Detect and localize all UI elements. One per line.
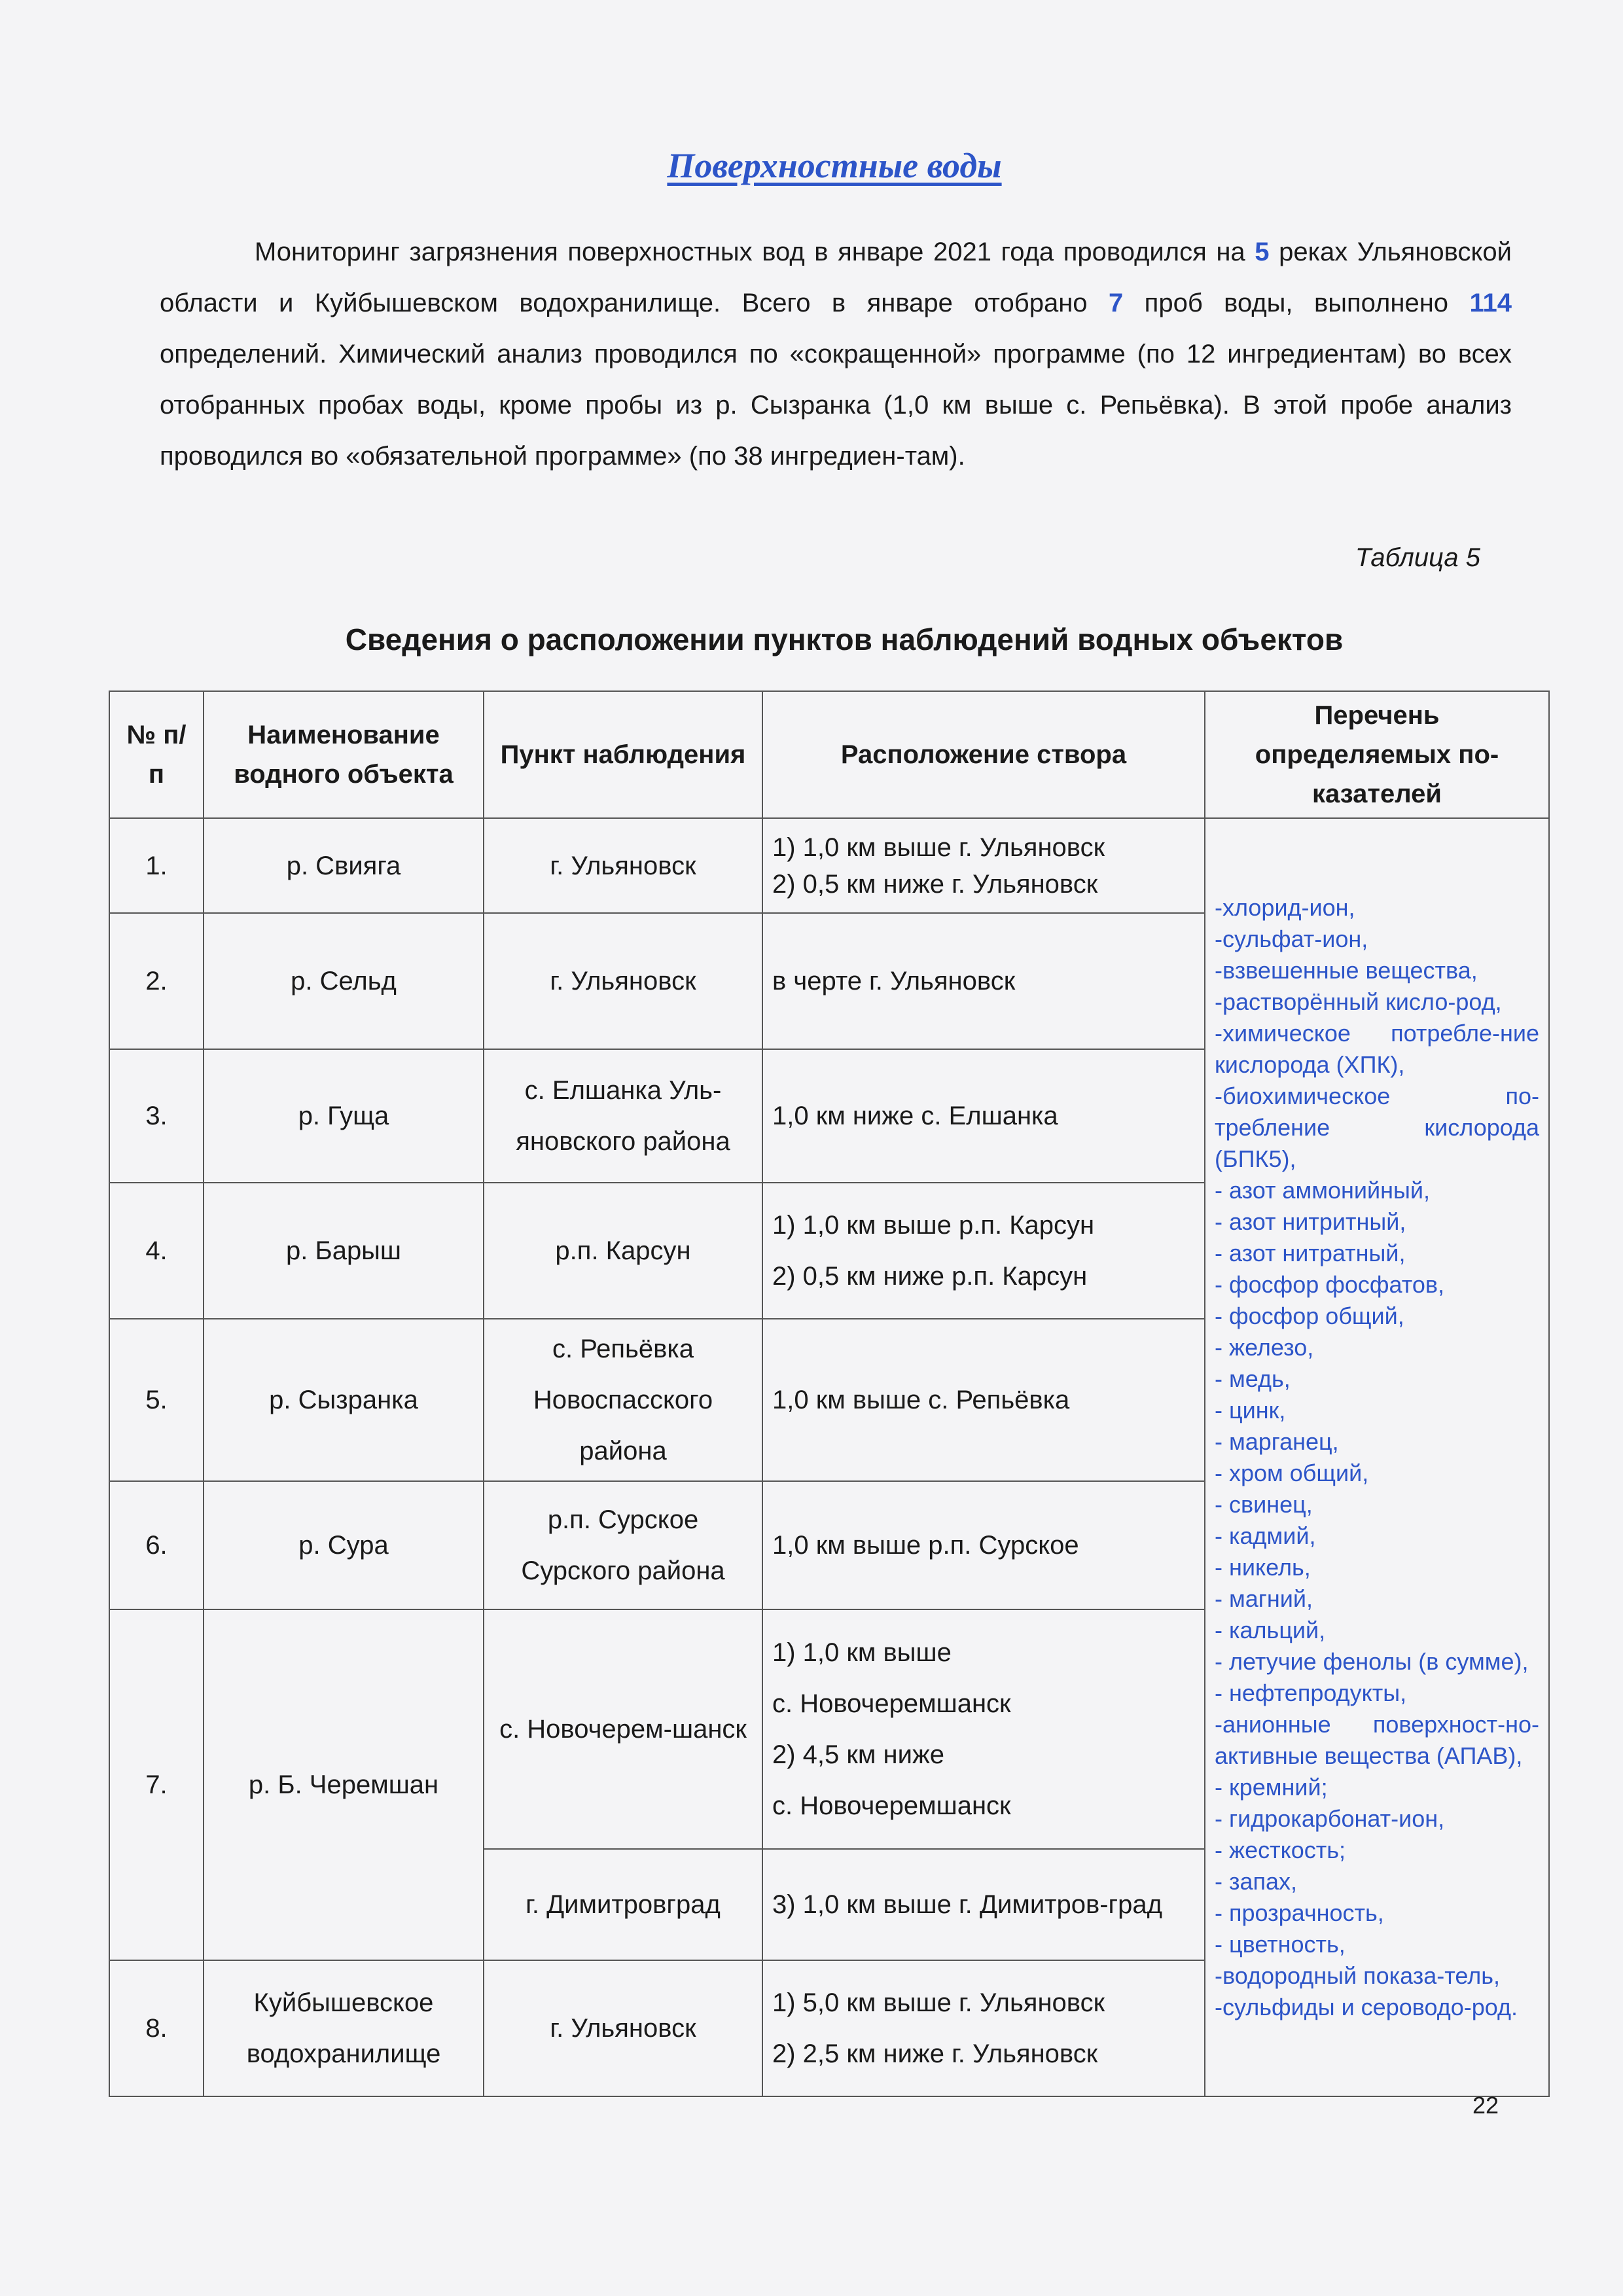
location-cell: 1,0 км ниже с. Елшанка — [762, 1049, 1205, 1183]
header-point: Пункт наблюдения — [484, 691, 762, 818]
indicator-item: - летучие фенолы (в сумме), — [1215, 1647, 1529, 1675]
observation-point: с. Репьёвка Новоспасского района — [484, 1319, 762, 1481]
location-cell: в черте г. Ульяновск — [762, 913, 1205, 1049]
indicator-item: -биохимическое по-требление кислорода (БПК5), — [1215, 1082, 1539, 1172]
location-line: 1) 1,0 км выше — [772, 1638, 952, 1667]
indicator-item: -растворённый кисло-род, — [1215, 988, 1502, 1015]
indicator-item: -хлорид-ион, — [1215, 893, 1355, 921]
row-num: 4. — [109, 1183, 204, 1319]
intro-text-3: проб воды, выполнено — [1123, 289, 1470, 317]
indicator-item: - прозрачность, — [1215, 1899, 1384, 1926]
observation-point: с. Елшанка Уль-яновского района — [484, 1049, 762, 1183]
intro-paragraph — [160, 226, 1512, 482]
header-indicators: Перечень определяемых по-казателей — [1205, 691, 1549, 818]
intro-text-1: Мониторинг загрязнения поверхностных вод в январе 2021 года проводился на — [255, 238, 1255, 266]
indicator-item: -сульфат-ион, — [1215, 925, 1368, 952]
observation-points-table — [109, 691, 1550, 2097]
location-cell: 1,0 км выше р.п. Сурское — [762, 1481, 1205, 1609]
row-num: 3. — [109, 1049, 204, 1183]
indicator-item: - медь, — [1215, 1365, 1291, 1392]
determinations-count: 114 — [1469, 289, 1512, 317]
section-heading: Поверхностные воды — [667, 146, 1002, 185]
indicator-item: -анионные поверхност-но-активные вещества (АПАВ), — [1215, 1710, 1539, 1769]
observation-point: р.п. Сурское Сурского района — [484, 1481, 762, 1609]
location-line: 1) 1,0 км выше г. Ульяновск — [772, 833, 1105, 862]
water-body: Куйбышевское водохранилище — [204, 1960, 484, 2096]
row-num: 5. — [109, 1319, 204, 1481]
indicator-item: - фосфор общий, — [1215, 1302, 1404, 1329]
indicator-item: - гидрокарбонат-ион, — [1215, 1804, 1445, 1832]
table-number: Таблица 5 — [1355, 543, 1480, 572]
observation-point: г. Ульяновск — [484, 913, 762, 1049]
row-num: 8. — [109, 1960, 204, 2096]
rivers-count: 5 — [1255, 238, 1270, 266]
row-num: 6. — [109, 1481, 204, 1609]
indicator-item: - цинк, — [1215, 1396, 1286, 1424]
water-body: р. Свияга — [204, 818, 484, 913]
indicator-item: - свинец, — [1215, 1490, 1313, 1518]
indicator-item: - азот аммонийный, — [1215, 1176, 1430, 1204]
indicator-item: - кремний; — [1215, 1773, 1328, 1801]
location-cell — [762, 818, 1205, 913]
location-line: с. Новочеремшанск — [772, 1791, 1011, 1820]
location-cell — [762, 1183, 1205, 1319]
location-line: 1) 5,0 км выше г. Ульяновск — [772, 1988, 1105, 2017]
location-line: 2) 4,5 км ниже — [772, 1740, 944, 1769]
intro-text-4: определений. Химический анализ проводился по «сокращенной» программе (по 12 ингредиентам) во всех отобранных пробах воды, кроме пробы из р. Сызранка (1,0 км выше с. Репьёвка). В этой пробе анализ проводился во «обязательной программе» (по 38 ингредиен-там). — [160, 340, 1512, 471]
location-line: 2) 0,5 км ниже г. Ульяновск — [772, 869, 1098, 899]
indicator-item: - азот нитритный, — [1215, 1208, 1406, 1235]
row-num: 1. — [109, 818, 204, 913]
location-cell — [762, 1609, 1205, 1849]
indicator-item: - запах, — [1215, 1867, 1298, 1895]
indicator-items — [1215, 892, 1539, 2023]
water-body: р. Сура — [204, 1481, 484, 1609]
indicator-item: - железо, — [1215, 1333, 1314, 1361]
location-line: с. Новочеремшанск — [772, 1689, 1011, 1718]
header-location: Расположение створа — [762, 691, 1205, 818]
header-name: Наименование водного объекта — [204, 691, 484, 818]
water-body: р. Сельд — [204, 913, 484, 1049]
location-cell: 3) 1,0 км выше г. Димитров-град — [762, 1849, 1205, 1960]
table-header-row — [109, 691, 1549, 818]
table-title: Сведения о расположении пунктов наблюдений водных объектов — [345, 622, 1344, 656]
observation-point: с. Новочерем-шанск — [484, 1609, 762, 1849]
page-number: 22 — [1472, 2092, 1499, 2119]
row-num: 2. — [109, 913, 204, 1049]
indicator-item: - фосфор фосфатов, — [1215, 1270, 1445, 1298]
indicator-item: - никель, — [1215, 1553, 1311, 1581]
indicator-item: -сульфиды и сероводо-род. — [1215, 1993, 1518, 2020]
row-num: 7. — [109, 1609, 204, 1960]
observation-point: г. Ульяновск — [484, 1960, 762, 2096]
indicator-item: - азот нитратный, — [1215, 1239, 1406, 1266]
indicator-item: - кальций, — [1215, 1616, 1326, 1643]
location-line: 1) 1,0 км выше р.п. Карсун — [772, 1211, 1095, 1240]
water-body: р. Б. Черемшан — [204, 1609, 484, 1960]
table-row — [109, 818, 1549, 913]
indicator-item: -водородный показа-тель, — [1215, 1962, 1500, 1989]
indicator-item: - хром общий, — [1215, 1459, 1369, 1486]
observation-point: г. Димитровград — [484, 1849, 762, 1960]
indicator-item: -взвешенные вещества, — [1215, 956, 1478, 984]
indicator-item: - кадмий, — [1215, 1522, 1316, 1549]
intro-text-2: реках Ульяновской области и Куйбышевском водохранилище. Всего в январе отобрано — [160, 238, 1512, 317]
water-body: р. Гуща — [204, 1049, 484, 1183]
header-num: № п/п — [109, 691, 204, 818]
indicator-item: - магний, — [1215, 1585, 1313, 1612]
water-body: р. Сызранка — [204, 1319, 484, 1481]
indicator-item: - жесткость; — [1215, 1836, 1346, 1863]
location-line: 2) 0,5 км ниже р.п. Карсун — [772, 1262, 1088, 1291]
indicator-item: -химическое потребле-ние кислорода (ХПК), — [1215, 1019, 1539, 1078]
observation-point: р.п. Карсун — [484, 1183, 762, 1319]
observation-point: г. Ульяновск — [484, 818, 762, 913]
location-cell — [762, 1960, 1205, 2096]
indicator-item: - цветность, — [1215, 1930, 1346, 1958]
indicator-item: - марганец, — [1215, 1427, 1339, 1455]
water-body: р. Барыш — [204, 1183, 484, 1319]
indicator-item: - нефтепродукты, — [1215, 1679, 1407, 1706]
samples-count: 7 — [1108, 289, 1124, 317]
location-cell: 1,0 км выше с. Репьёвка — [762, 1319, 1205, 1481]
indicators-list — [1205, 818, 1549, 2096]
location-line: 2) 2,5 км ниже г. Ульяновск — [772, 2039, 1098, 2068]
